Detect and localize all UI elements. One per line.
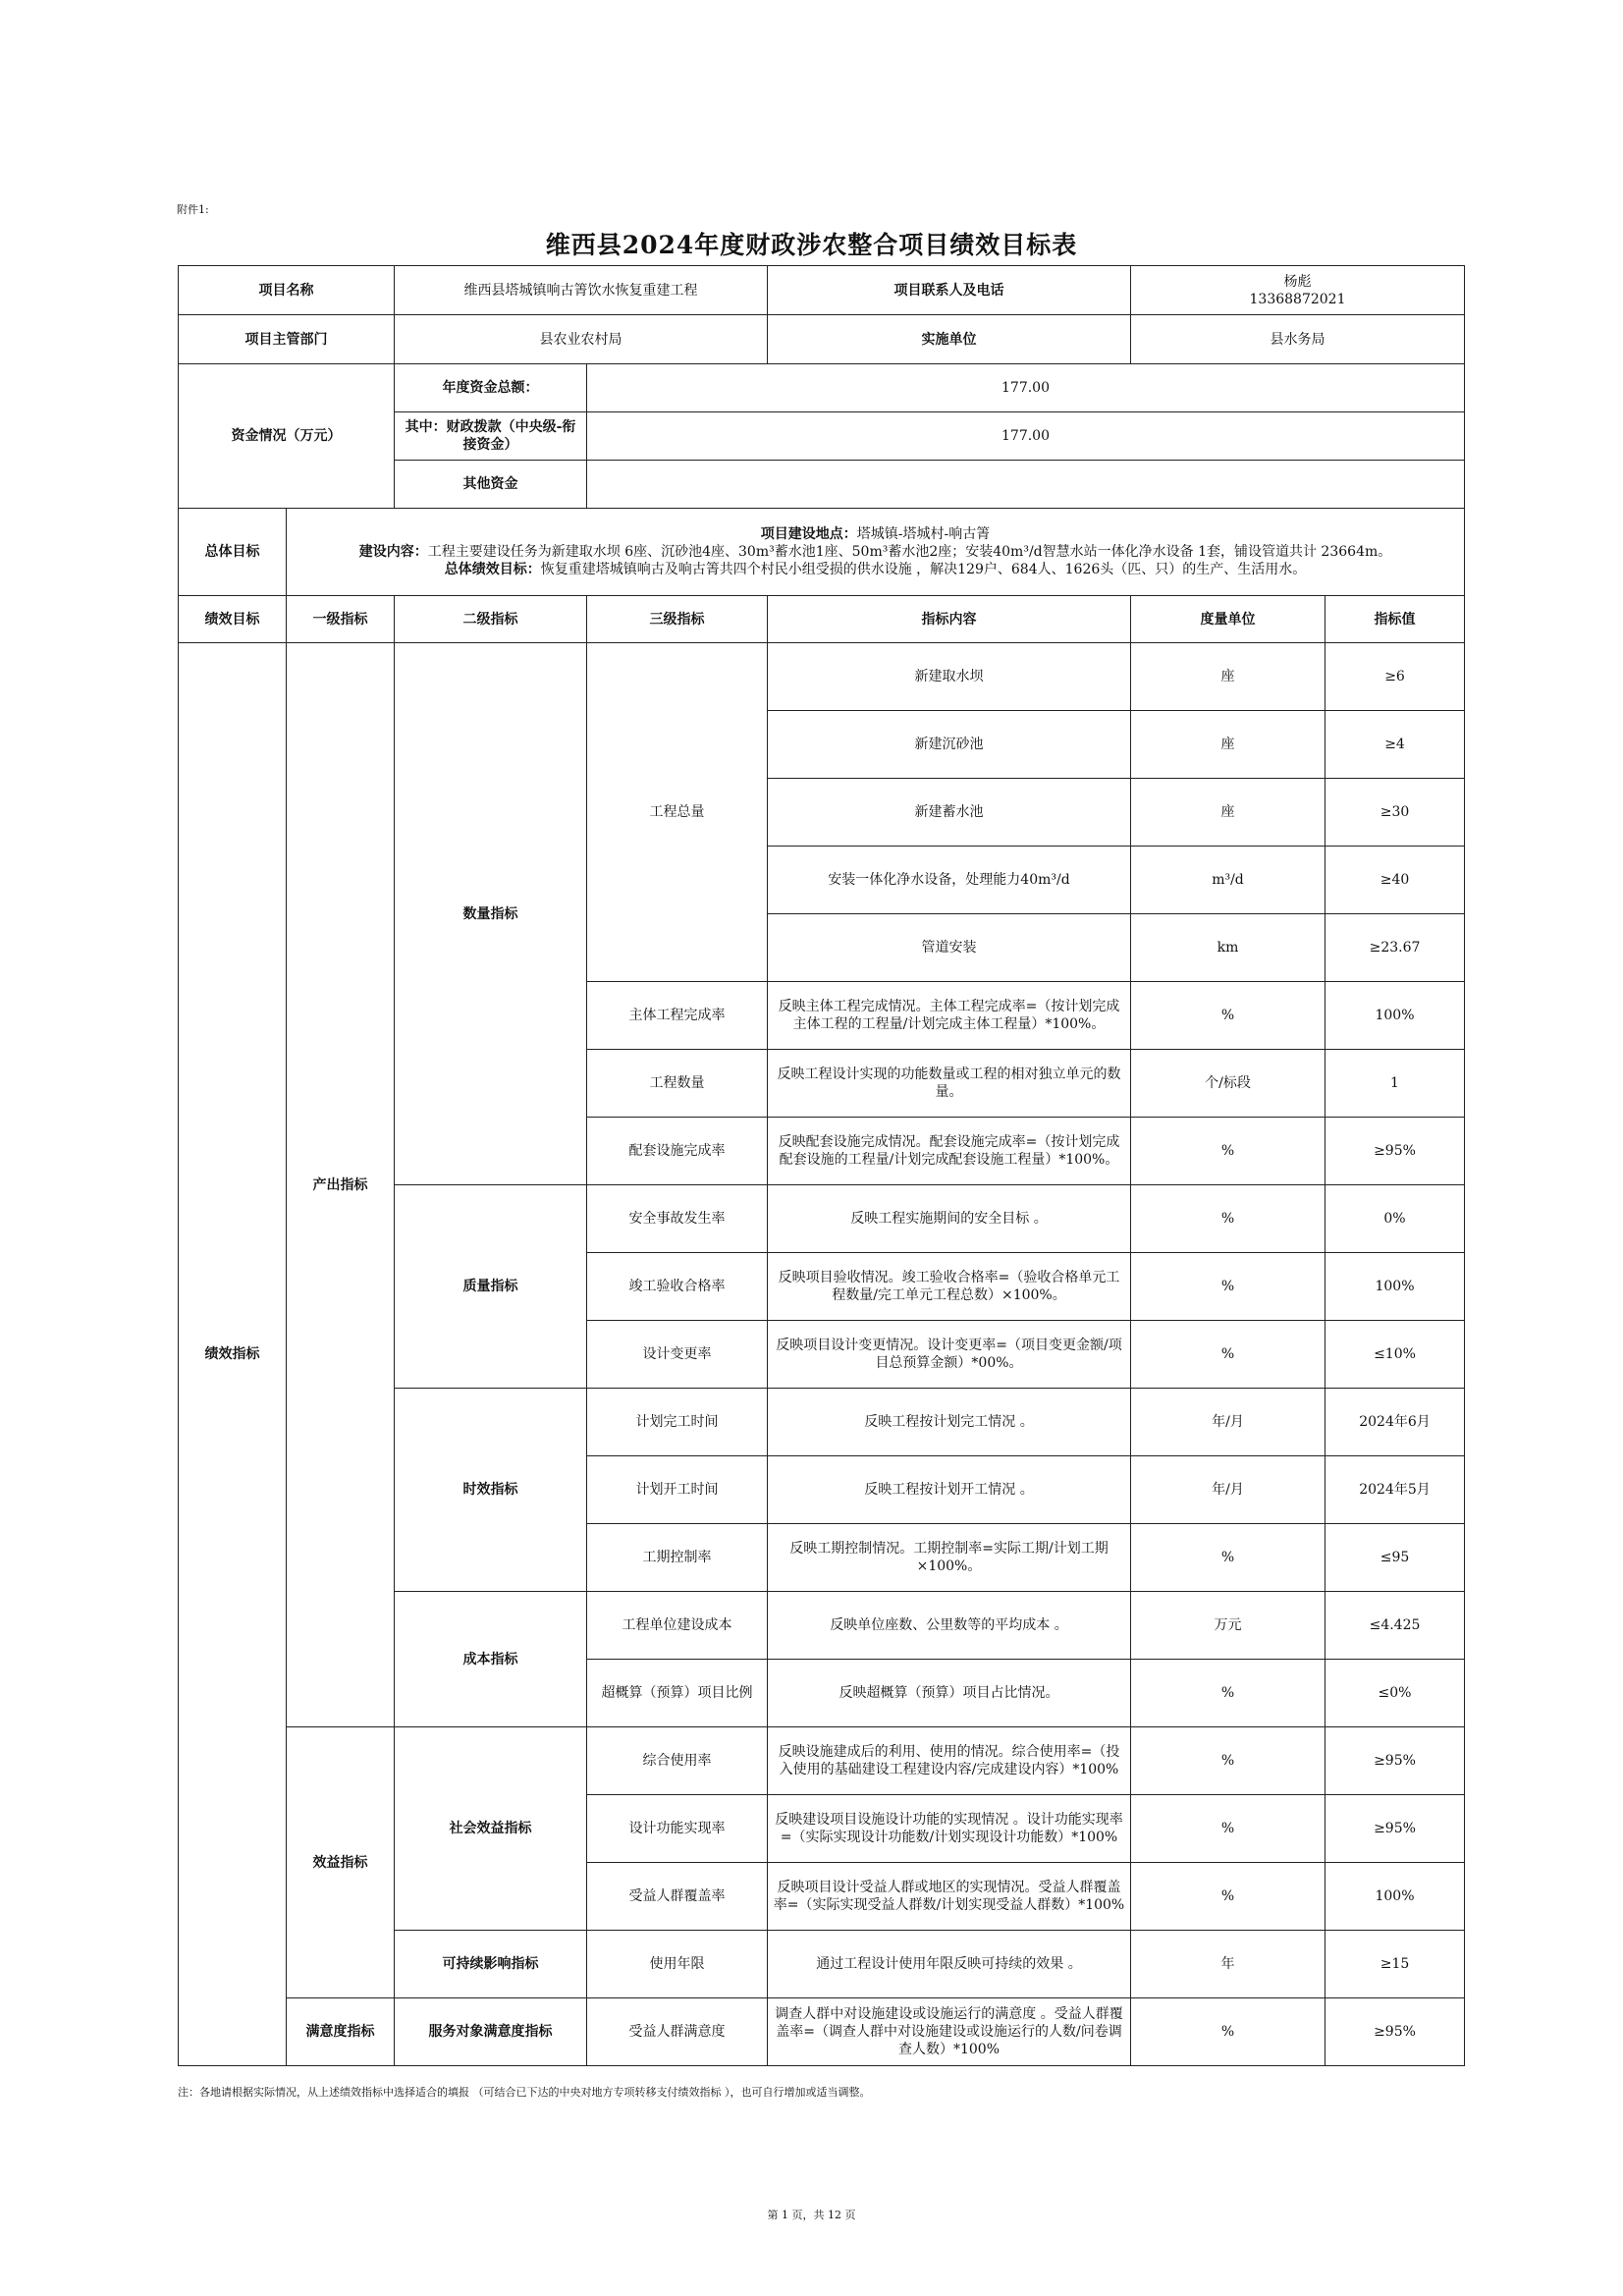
indicator-unit: % — [1131, 1185, 1325, 1253]
col-header-value: 指标值 — [1325, 596, 1465, 643]
level2-quality: 质量指标 — [395, 1185, 587, 1389]
indicator-unit: % — [1131, 1660, 1325, 1727]
contact-label: 项目联系人及电话 — [768, 266, 1131, 315]
level2-timeliness: 时效指标 — [395, 1389, 587, 1592]
indicator-content: 反映工程实施期间的安全目标 。 — [768, 1185, 1131, 1253]
level2-service: 服务对象满意度指标 — [395, 1998, 587, 2066]
indicator-unit: % — [1131, 1524, 1325, 1592]
goal-content: 工程主要建设任务为新建取水坝 6座、沉砂池4座、30m³蓄水池1座、50m³蓄水池2座；安装40m³/d智慧水站一体化净水设备 1套，铺设管道共计 23664m。 — [427, 544, 1392, 560]
indicator-content: 安装一体化净水设备，处理能力40m³/d — [768, 847, 1131, 914]
goal-text — [287, 509, 1465, 596]
table-row — [179, 1727, 1465, 1795]
indicator-unit: % — [1131, 1795, 1325, 1863]
indicator-unit: m³/d — [1131, 847, 1325, 914]
level2-sustain: 可持续影响指标 — [395, 1931, 587, 1998]
footnote: 注：各地请根据实际情况，从上述绩效指标中选择适合的填报 （可结合已下达的中央对地方专项转移支付绩效指标 ），也可自行增加或适当调整。 — [178, 2086, 871, 2099]
level3-total-works: 工程总量 — [587, 643, 768, 982]
goal-label: 总体目标 — [179, 509, 287, 596]
indicator-level3: 使用年限 — [587, 1931, 768, 1998]
indicator-value: ≥6 — [1325, 643, 1465, 711]
indicator-content: 管道安装 — [768, 914, 1131, 982]
page-title: 维西县2024年度财政涉农整合项目绩效目标表 — [545, 231, 1078, 259]
indicator-content: 反映单位座数、公里数等的平均成本 。 — [768, 1592, 1131, 1660]
indicator-level3: 配套设施完成率 — [587, 1118, 768, 1185]
funds-total-label: 年度资金总额： — [395, 364, 587, 412]
indicator-level3: 工程数量 — [587, 1050, 768, 1118]
indicator-content: 新建沉砂池 — [768, 711, 1131, 779]
annex-label: 附件1: — [177, 203, 209, 216]
indicator-content: 反映工程按计划完工情况 。 — [768, 1389, 1131, 1456]
funds-other — [587, 461, 1465, 509]
impl-label: 实施单位 — [768, 315, 1131, 364]
indicator-level3: 主体工程完成率 — [587, 982, 768, 1050]
goal-site-label: 项目建设地点： — [760, 526, 857, 542]
indicator-content: 反映建设项目设施设计功能的实现情况 。设计功能实现率=（实际实现设计功能数/计划实现设计功能数）*100% — [768, 1795, 1131, 1863]
indicator-content: 反映工程按计划开工情况 。 — [768, 1456, 1131, 1524]
goal-site: 塔城镇-塔城村-响古箐 — [856, 526, 991, 542]
page-number: 第 1 页，共 12 页 — [767, 2209, 856, 2221]
indicator-unit: % — [1131, 1321, 1325, 1389]
indicator-level3: 工程单位建设成本 — [587, 1592, 768, 1660]
indicator-level3: 计划完工时间 — [587, 1389, 768, 1456]
funds-other-label: 其他资金 — [395, 461, 587, 509]
indicator-unit: % — [1131, 1998, 1325, 2066]
col-header-level3: 三级指标 — [587, 596, 768, 643]
impl-value: 县水务局 — [1131, 315, 1465, 364]
indicator-value: ≥23.67 — [1325, 914, 1465, 982]
indicator-value: 2024年6月 — [1325, 1389, 1465, 1456]
indicator-unit: % — [1131, 1863, 1325, 1931]
dept-label: 项目主管部门 — [179, 315, 395, 364]
indicator-level3: 超概算（预算）项目比例 — [587, 1660, 768, 1727]
table-row — [179, 1998, 1465, 2066]
col-header-unit: 度量单位 — [1131, 596, 1325, 643]
col-header-level2: 二级指标 — [395, 596, 587, 643]
indicator-content: 调查人群中对设施建设或设施运行的满意度 。受益人群覆盖率=（调查人群中对设施建设或设施运行的人数/问卷调查人数）*100% — [768, 1998, 1131, 2066]
indicator-level3: 综合使用率 — [587, 1727, 768, 1795]
indicator-value: ≥95% — [1325, 1118, 1465, 1185]
indicator-value: ≥30 — [1325, 779, 1465, 847]
indicator-value: ≥15 — [1325, 1931, 1465, 1998]
indicator-level3: 受益人群满意度 — [587, 1998, 768, 2066]
col-header-content: 指标内容 — [768, 596, 1131, 643]
perf-indicators-label: 绩效指标 — [179, 643, 287, 2066]
indicator-level3: 安全事故发生率 — [587, 1185, 768, 1253]
indicator-content: 反映项目设计受益人群或地区的实现情况。受益人群覆盖率=（实际实现受益人群数/计划实现受益人群数）*100% — [768, 1863, 1131, 1931]
indicator-content: 反映配套设施完成情况。配套设施完成率=（按计划完成配套设施的工程量/计划完成配套设施工程量）*100%。 — [768, 1118, 1131, 1185]
goal-perf-label: 总体绩效目标： — [444, 562, 541, 577]
indicator-unit: 个/标段 — [1131, 1050, 1325, 1118]
level1-benefit: 效益指标 — [287, 1727, 395, 1998]
indicator-unit: % — [1131, 982, 1325, 1050]
indicator-level3: 竣工验收合格率 — [587, 1253, 768, 1321]
funds-fiscal-label: 其中：财政拨款（中央级-衔接资金） — [395, 412, 587, 461]
project-name: 维西县塔城镇响古箐饮水恢复重建工程 — [395, 266, 768, 315]
indicator-value: 1 — [1325, 1050, 1465, 1118]
indicator-value: ≥95% — [1325, 1795, 1465, 1863]
project-name-label: 项目名称 — [179, 266, 395, 315]
indicator-level3: 受益人群覆盖率 — [587, 1863, 768, 1931]
indicator-level3: 设计变更率 — [587, 1321, 768, 1389]
indicator-value: 2024年5月 — [1325, 1456, 1465, 1524]
indicator-value: ≥4 — [1325, 711, 1465, 779]
indicator-value: ≤4.425 — [1325, 1592, 1465, 1660]
funds-fiscal: 177.00 — [587, 412, 1465, 461]
indicator-unit: 年/月 — [1131, 1456, 1325, 1524]
indicator-value: 0% — [1325, 1185, 1465, 1253]
level2-cost: 成本指标 — [395, 1592, 587, 1727]
indicator-value: 100% — [1325, 1253, 1465, 1321]
indicator-unit: 座 — [1131, 643, 1325, 711]
indicator-content: 反映设施建成后的利用、使用的情况。综合使用率=（投入使用的基础建设工程建设内容/完成建设内容）*100% — [768, 1727, 1131, 1795]
indicator-value: ≥95% — [1325, 1998, 1465, 2066]
indicator-value: 100% — [1325, 982, 1465, 1050]
indicator-content: 反映工程设计实现的功能数量或工程的相对独立单元的数量。 — [768, 1050, 1131, 1118]
contact-phone: 13368872021 — [1249, 291, 1346, 307]
indicator-content: 新建取水坝 — [768, 643, 1131, 711]
indicator-unit: km — [1131, 914, 1325, 982]
indicator-unit: 座 — [1131, 711, 1325, 779]
indicator-unit: 万元 — [1131, 1592, 1325, 1660]
goal-content-label: 建设内容： — [358, 544, 428, 560]
indicator-unit: 年 — [1131, 1931, 1325, 1998]
col-header-goal: 绩效目标 — [179, 596, 287, 643]
level2-quantity: 数量指标 — [395, 643, 587, 1185]
indicator-value: ≤0% — [1325, 1660, 1465, 1727]
indicator-content: 新建蓄水池 — [768, 779, 1131, 847]
goal-perf: 恢复重建塔城镇响古及响古箐共四个村民小组受损的供水设施 ，解决129户、684人、1626头（匹、只）的生产、生活用水。 — [540, 562, 1307, 577]
level1-satisfaction: 满意度指标 — [287, 1998, 395, 2066]
indicator-unit: % — [1131, 1118, 1325, 1185]
performance-table — [178, 265, 1465, 2066]
indicator-value: ≥95% — [1325, 1727, 1465, 1795]
indicator-unit: 座 — [1131, 779, 1325, 847]
indicator-value: ≤10% — [1325, 1321, 1465, 1389]
col-header-level1: 一级指标 — [287, 596, 395, 643]
indicator-content: 反映主体工程完成情况。主体工程完成率=（按计划完成主体工程的工程量/计划完成主体工程量）*100%。 — [768, 982, 1131, 1050]
indicator-value: 100% — [1325, 1863, 1465, 1931]
indicator-value: ≤95 — [1325, 1524, 1465, 1592]
funds-total: 177.00 — [587, 364, 1465, 412]
contact-name: 杨彪 — [1283, 273, 1312, 290]
indicator-level3: 设计功能实现率 — [587, 1795, 768, 1863]
indicator-content: 反映项目验收情况。竣工验收合格率=（验收合格单元工程数量/完工单元工程总数）×100%。 — [768, 1253, 1131, 1321]
indicator-level3: 工期控制率 — [587, 1524, 768, 1592]
indicator-content: 反映项目设计变更情况。设计变更率=（项目变更金额/项目总预算金额）*00%。 — [768, 1321, 1131, 1389]
indicator-value: ≥40 — [1325, 847, 1465, 914]
indicator-content: 通过工程设计使用年限反映可持续的效果 。 — [768, 1931, 1131, 1998]
indicator-unit: 年/月 — [1131, 1389, 1325, 1456]
indicator-level3: 计划开工时间 — [587, 1456, 768, 1524]
dept-value: 县农业农村局 — [395, 315, 768, 364]
funds-label: 资金情况（万元） — [179, 364, 395, 509]
level2-social: 社会效益指标 — [395, 1727, 587, 1931]
indicator-content: 反映工期控制情况。工期控制率=实际工期/计划工期×100%。 — [768, 1524, 1131, 1592]
contact-cell — [1131, 266, 1465, 315]
indicator-unit: % — [1131, 1727, 1325, 1795]
level1-output: 产出指标 — [287, 643, 395, 1727]
indicator-unit: % — [1131, 1253, 1325, 1321]
indicator-content: 反映超概算（预算）项目占比情况。 — [768, 1660, 1131, 1727]
